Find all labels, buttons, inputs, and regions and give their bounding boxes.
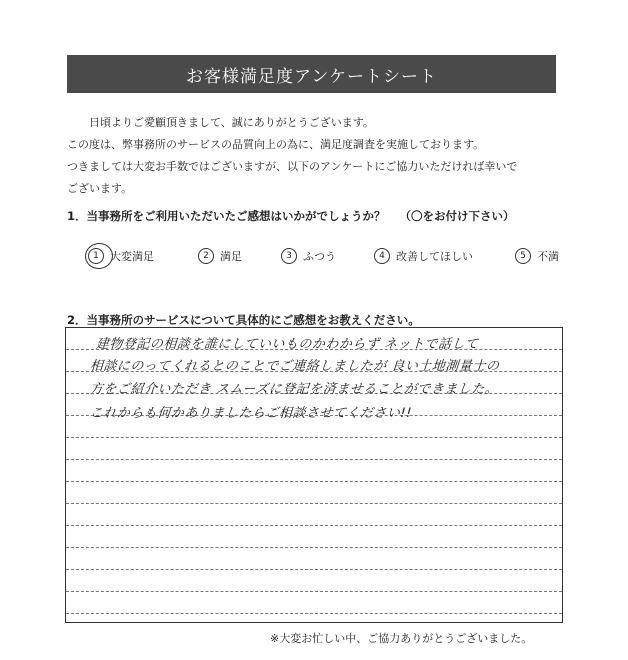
footer-thanks: ※大変お忙しい中、ご協力ありがとうございました。 — [270, 632, 533, 645]
ruled-line — [66, 569, 562, 570]
ruled-line — [66, 459, 562, 460]
intro-text — [67, 112, 567, 200]
option-satisfied[interactable] — [198, 248, 242, 264]
intro-line: 日頃よりご愛顧頂きまして、誠にありがとうございます。 — [89, 116, 374, 129]
question-1-label: 1．当事務所をご利用いただいたご感想はいかがでしょうか？ — [67, 209, 386, 223]
option-number: 5 — [515, 248, 531, 264]
ruled-line — [66, 503, 562, 504]
ruled-line — [66, 547, 562, 548]
option-number: 1 — [88, 248, 104, 264]
ruled-line — [66, 613, 562, 614]
option-dissatisfied[interactable] — [515, 248, 559, 264]
option-needs-improvement[interactable] — [374, 248, 473, 264]
ruled-line — [66, 591, 562, 592]
satisfaction-options — [88, 248, 568, 270]
option-number: 3 — [281, 248, 297, 264]
answer-box[interactable] — [65, 327, 563, 623]
option-neutral[interactable] — [281, 248, 336, 264]
survey-title: お客様満足度アンケートシート — [67, 55, 556, 93]
option-label: 満足 — [220, 250, 242, 263]
selected-circle-mark — [83, 241, 114, 271]
handwritten-answer-line: 相談にのってくれるとのことでご連絡しましたが 良い土地測量士の — [89, 359, 500, 374]
intro-line: つきましては大変お手数ではございますが、以下のアンケートにご協力いただければ幸いで — [67, 160, 518, 173]
option-number: 4 — [374, 248, 390, 264]
intro-line: ございます。 — [67, 182, 133, 195]
handwritten-answer-line: 方をご紹介いただき スムーズに登記を済ませることができました。 — [89, 382, 499, 397]
option-label: 改善してほしい — [396, 250, 473, 263]
ruled-line — [66, 481, 562, 482]
handwritten-answer-line: これからも何かありましたらご相談させてください!! — [89, 406, 413, 421]
question-1-heading — [67, 208, 515, 224]
option-very-satisfied[interactable] — [88, 248, 154, 264]
ruled-line — [66, 525, 562, 526]
question-2-label: 2．当事務所のサービスについて具体的にご感想をお教えください。 — [67, 313, 420, 327]
option-number: 2 — [198, 248, 214, 264]
option-label: ふつう — [303, 250, 336, 263]
ruled-line — [66, 437, 562, 438]
intro-line: この度は、弊事務所のサービスの品質向上の為に、満足度調査を実施しております。 — [67, 138, 485, 151]
question-1-note: （〇をお付け下さい） — [399, 209, 515, 223]
option-label: 大変満足 — [110, 250, 154, 263]
option-label: 不満 — [537, 250, 559, 263]
handwritten-answer-line: 建物登記の相談を誰にしていいものかわからず ネットで話して — [95, 337, 480, 352]
